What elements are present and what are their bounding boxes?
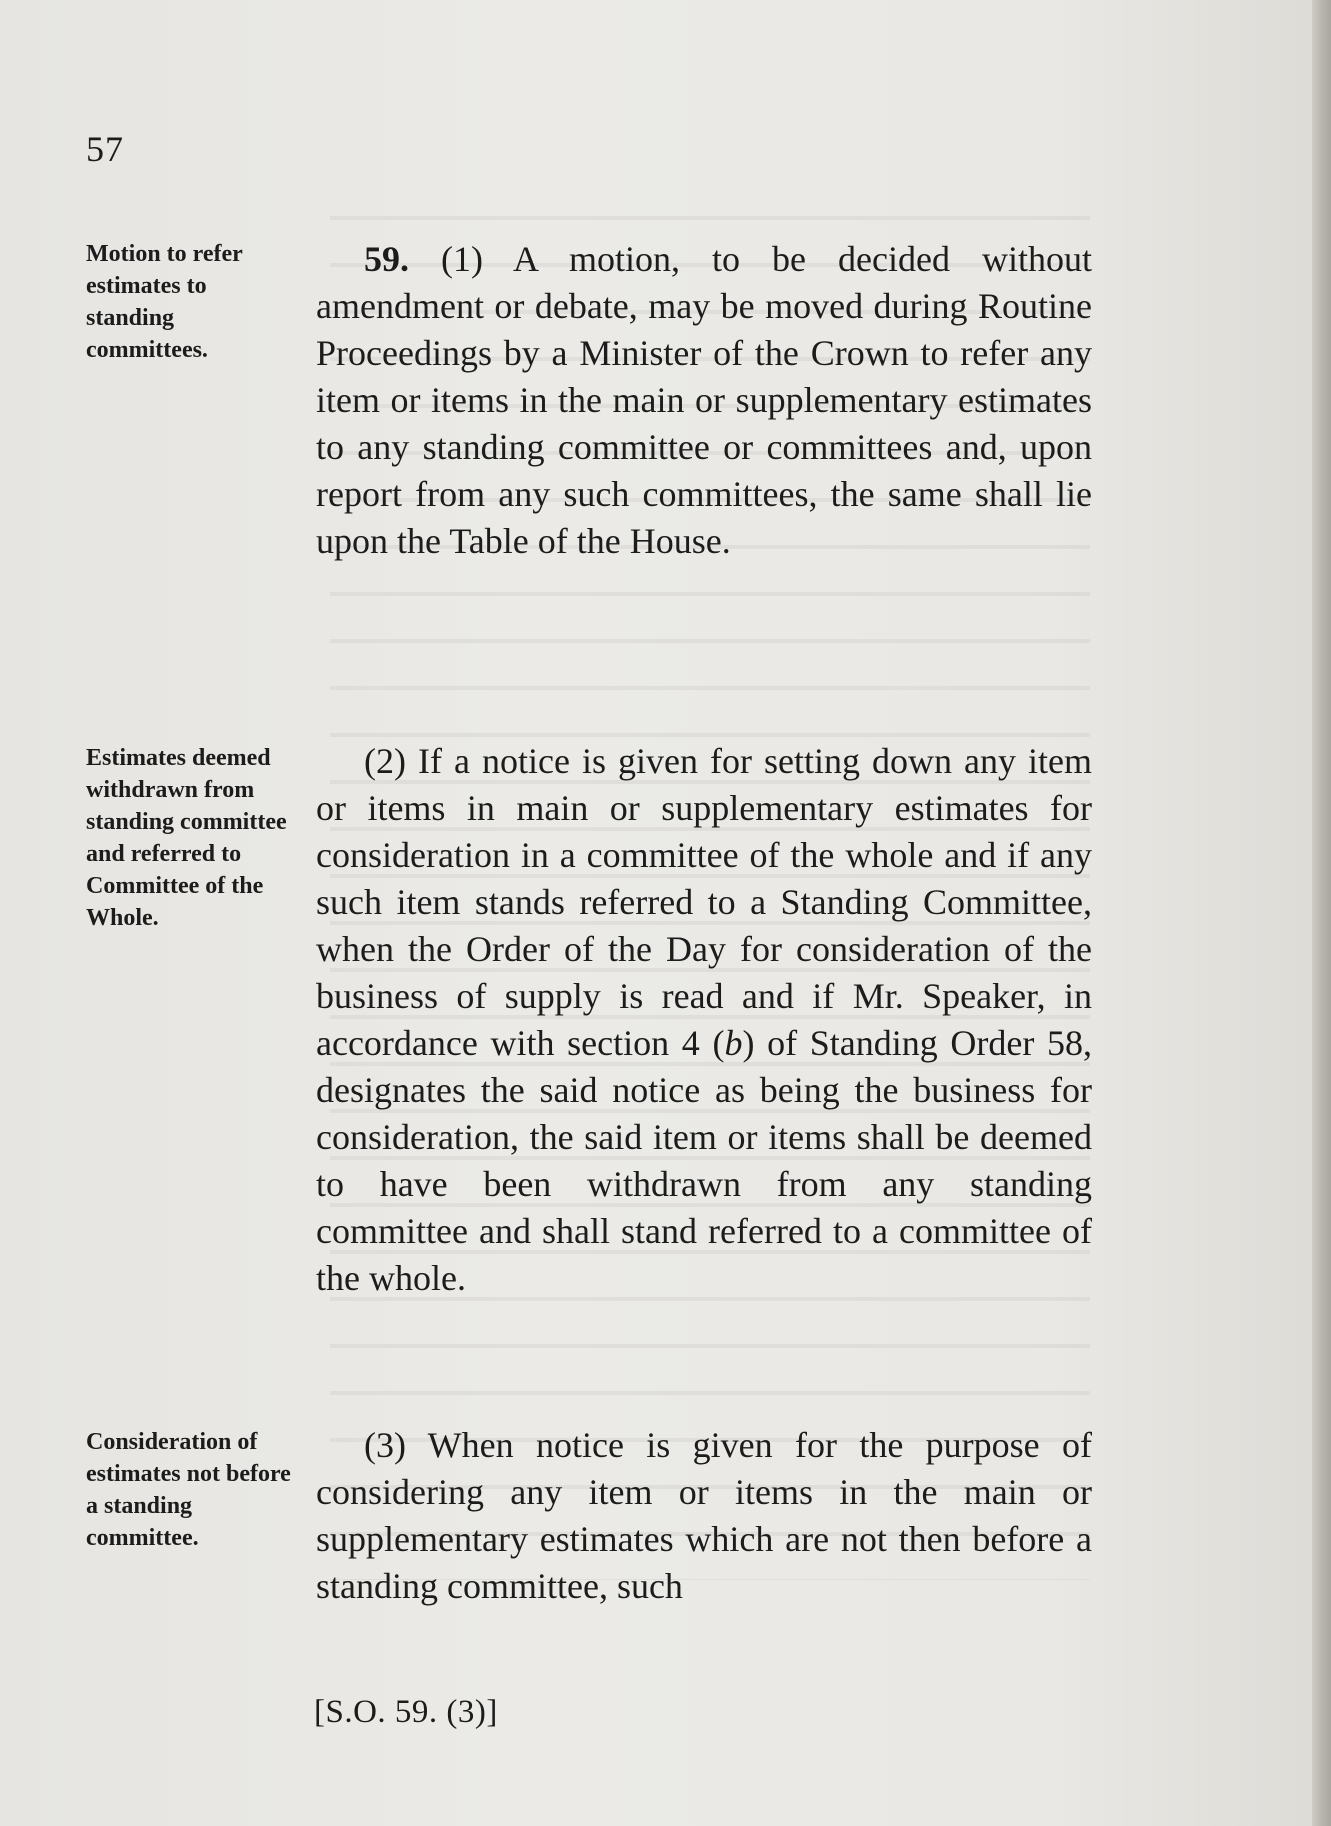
section-59-2-italic: b bbox=[724, 1023, 743, 1063]
section-59-3-text: (3) When notice is given for the purpose of considering any item or items in the main or supplementary estimates which are not then before a standing committee, such bbox=[316, 1425, 1092, 1606]
margin-note-motion-to-refer: Motion to refer estimates to standing committees. bbox=[86, 241, 243, 363]
book-gutter bbox=[1312, 0, 1331, 1826]
section-number: 59. bbox=[364, 239, 409, 279]
section-59-1-text: (1) A motion, to be decided without amendment or debate, may be moved during Routine Proceedings by a Minister of the Crown to refer any item or items in the main or supplementary estimates to any standing committee or committees and, upon report from any such committees, the same shall lie upon the Table of the House. bbox=[316, 239, 1092, 561]
standing-order-reference: [S.O. 59. (3)] bbox=[314, 1694, 498, 1730]
section-59-3 bbox=[316, 1422, 1092, 1610]
margin-note-estimates-withdrawn: Estimates deemed withdrawn from standing committee and referred to Committee of the Whole. bbox=[86, 745, 287, 931]
page-number: 57 bbox=[86, 129, 124, 169]
margin-note-consideration: Consideration of estimates not before a standing committee. bbox=[86, 1429, 291, 1551]
section-59-1 bbox=[316, 236, 1092, 565]
section-59-2-text-b: ) of Standing Order 58, designates the said notice as being the business for consideration, the said item or items shall be deemed to have been withdrawn from any standing committee and shall stand referred to a committee of the whole. bbox=[316, 1023, 1092, 1298]
section-59-2-text-a: (2) If a notice is given for setting down any item or items in main or supplementary estimates for consideration in a committee of the whole and if any such item stands referred to a Standing Committee, when the Order of the Day for consideration of the business of supply is read and if Mr. Speaker, in accordance with section 4 ( bbox=[316, 741, 1092, 1063]
section-59-2 bbox=[316, 738, 1092, 1302]
